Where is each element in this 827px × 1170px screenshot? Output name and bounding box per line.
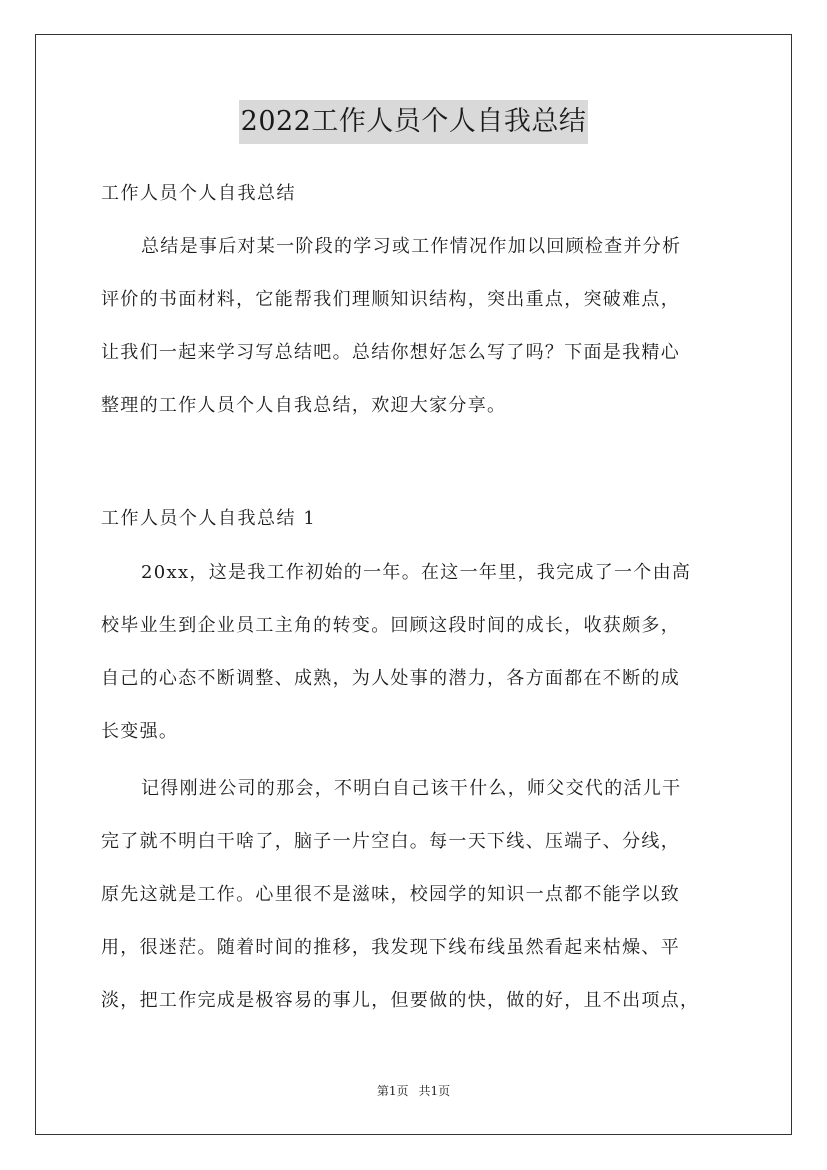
page-footer [0, 1081, 827, 1101]
intro-line: 评价的书面材料，它能帮我们理顺知识结构，突出重点，突破难点， [101, 289, 680, 310]
intro-line: 让我们一起来学习写总结吧。总结你想好怎么写了吗？下面是我精心 [101, 342, 680, 363]
title-container [0, 100, 827, 144]
intro-line: 整理的工作人员个人自我总结，欢迎大家分享。 [101, 395, 507, 416]
para1-line: 20xx，这是我工作初始的一年。在这一年里，我完成了一个由高 [141, 562, 692, 583]
para1-line: 自己的心态不断调整、成熟，为人处事的潜力，各方面都在不断的成 [101, 668, 680, 689]
para2-line: 记得刚进公司的那会，不明白自己该干什么，师父交代的活儿干 [141, 778, 682, 799]
intro-paragraph [101, 228, 731, 425]
document-title: 2022工作人员个人自我总结 [239, 100, 589, 144]
document-subtitle: 工作人员个人自我总结 [101, 183, 296, 204]
intro-line: 总结是事后对某一阶段的学习或工作情况作加以回顾检查并分析 [141, 236, 682, 257]
section1-heading: 工作人员个人自我总结 1 [101, 508, 317, 529]
paragraph-2 [101, 770, 731, 1020]
subtitle-block [101, 175, 731, 213]
paragraph-1 [101, 554, 731, 751]
page-total: 共1页 [418, 1084, 451, 1098]
para1-line: 长变强。 [101, 721, 179, 742]
para2-line: 淡，把工作完成是极容易的事儿，但要做的快，做的好，且不出项点， [101, 990, 700, 1011]
para2-line: 用，很迷茫。随着时间的推移，我发现下线布线虽然看起来枯燥、平 [101, 937, 680, 958]
para1-line: 校毕业生到企业员工主角的转变。回顾这段时间的成长，收获颇多， [101, 615, 680, 636]
page-number: 第1页 [376, 1084, 409, 1098]
para2-line: 完了就不明白干啥了，脑子一片空白。每一天下线、压端子、分线， [101, 831, 680, 852]
para2-line: 原先这就是工作。心里很不是滋味，校园学的知识一点都不能学以致 [101, 884, 680, 905]
section1-heading-block [101, 500, 731, 538]
